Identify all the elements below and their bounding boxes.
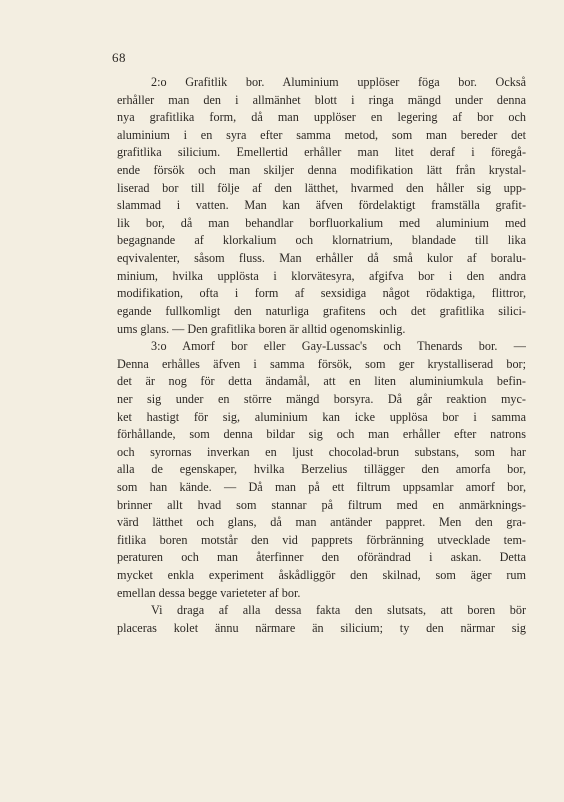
text-line: grafitlika silicium. Emellertid erhåller man litet deraf i föregå-: [117, 145, 526, 160]
text-line: mycket enkla experiment åskådliggör den skilnad, som äger rum: [117, 568, 526, 583]
text-line: egande fullkomligt den naturliga grafitens och det grafitlika silici-: [117, 303, 526, 318]
text-line: lik bor, då man behandlar borfluorkalium med aluminium med: [117, 215, 526, 230]
text-line: värd lätthet och glans, då man antänder pappret. Men den gra-: [117, 515, 526, 530]
text-line: alla de egenskaper, hvilka Berzelius tillägger den amorfa bor,: [117, 462, 526, 477]
text-line: ums glans. — Den grafitlika boren är alltid ogenomskinlig.: [117, 321, 406, 336]
text-line: peraturen och man återfinner den oförändrad i askan. Detta: [117, 550, 526, 565]
text-line: brinner allt hvad som stannar på filtrum med en anmärknings-: [117, 497, 526, 512]
text-line: aluminium i en syra efter samma metod, som man bereder det: [117, 127, 526, 142]
page-number: 68: [112, 50, 126, 65]
text-line: ner sig under en större mängd borsyra. Då går reaktion myc-: [117, 391, 526, 406]
text-line: begagnande af klorkalium och klornatrium, blandade till lika: [117, 233, 526, 248]
text-line: slammad i vatten. Man kan äfven fördelaktigt framställa grafit-: [117, 198, 526, 213]
text-line: minium, hvilka upplösta i klorvätesyra, afgifva bor i den andra: [117, 268, 526, 283]
text-line: det är nog för detta ändamål, att en liten aluminiumkula befin-: [117, 374, 526, 389]
text-line: modifikation, ofta i form af sexsidiga något rödaktiga, flittror,: [117, 286, 526, 301]
text-line: och syrornas inverkan en ljust chocolad-brun substans, som har: [117, 444, 526, 459]
text-line: eqvivalenter, såsom fluss. Man erhåller då små kulor af boralu-: [117, 251, 526, 266]
text-line: ende försök och man skiljer denna modifikation lätt från krystal-: [117, 163, 526, 178]
text-line: erhåller man den i allmänhet blott i ringa mängd under denna: [117, 92, 526, 107]
text-line: fitlika boren motstår den vid papprets förbränning utvecklade tem-: [117, 532, 526, 547]
text-line: ket hastigt för sig, aluminium kan icke upplösa bor i samma: [117, 409, 526, 424]
text-line: emellan dessa begge varieteter af bor.: [117, 585, 301, 600]
text-line: Denna erhålles äfven i samma försök, som ger krystalliserad bor;: [117, 356, 526, 371]
text-line: Vi draga af alla dessa fakta den slutsats, att boren bör: [151, 603, 526, 618]
text-line: 3:o Amorf bor eller Gay-Lussac's och Thenards bor. —: [151, 339, 526, 354]
text-line: som han kände. — Då man på ett filtrum uppsamlar amorf bor,: [117, 480, 526, 495]
text-line: 2:o Grafitlik bor. Aluminium upplöser föga bor. Också: [151, 75, 526, 89]
text-line: förhållande, som denna bildar sig och man erhåller efter natrons: [117, 427, 526, 442]
text-line: nya grafitlika form, då man upplöser en legering af bor och: [117, 110, 526, 125]
body-text: [117, 74, 526, 638]
text-line: liserad bor till följe af den lätthet, hvarmed den håller sig upp-: [117, 180, 526, 195]
text-line: placeras kolet ännu närmare än silicium; ty den närmar sig: [117, 620, 526, 635]
